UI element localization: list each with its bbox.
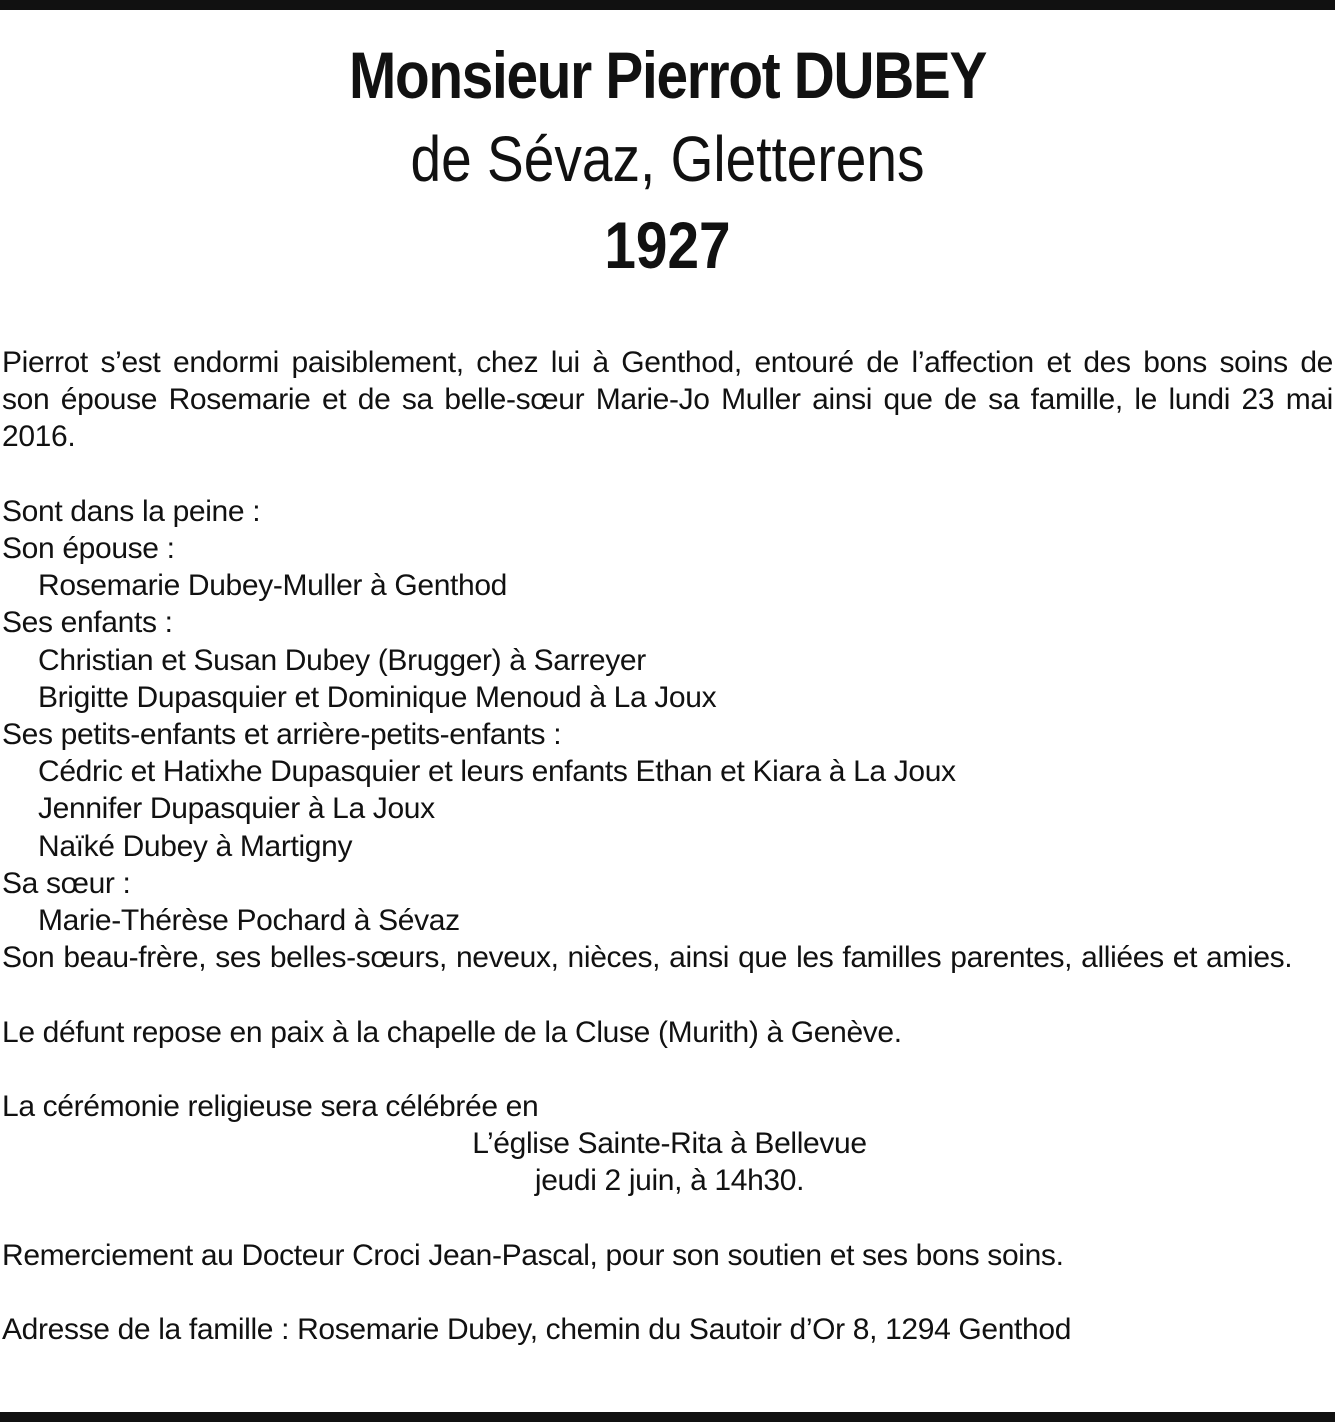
mourner-name: Rosemarie Dubey-Muller à Genthod: [38, 569, 508, 603]
spacer: [2, 1051, 1333, 1088]
group-label-grandchildren: Ses petits-enfants et arrière-petits-enfants :: [2, 718, 562, 752]
spacer: [2, 1274, 1333, 1311]
birth-year: 1927: [604, 208, 731, 282]
deceased-origin: de Sévaz, Gletterens: [410, 123, 925, 195]
thanks-statement: Remerciement au Docteur Croci Jean-Pascal, pour son soutien et ses bons soins.: [2, 1238, 1064, 1272]
deceased-name: Monsieur Pierrot DUBEY: [348, 38, 987, 112]
spacer: [2, 976, 1333, 1013]
rest-statement: Le défunt repose en paix à la chapelle de la Cluse (Murith) à Genève.: [2, 1015, 902, 1049]
mourner-name: Cédric et Hatixhe Dupasquier et leurs enfants Ethan et Kiara à La Joux: [38, 755, 956, 789]
mourner-name: Naïké Dubey à Martigny: [38, 829, 353, 863]
mourner-name: Christian et Susan Dubey (Brugger) à Sarreyer: [38, 643, 646, 677]
spacer: [2, 1200, 1333, 1237]
spacer: [2, 456, 1333, 493]
ceremony-date: jeudi 2 juin, à 14h30.: [534, 1164, 805, 1198]
mourners-closing: Son beau-frère, ses belles-sœurs, neveux, nièces, ainsi que les familles parentes, alliées et amies.: [2, 941, 1293, 975]
family-address: Adresse de la famille : Rosemarie Dubey, chemin du Sautoir d’Or 8, 1294 Genthod: [2, 1313, 1072, 1347]
mourner-name: Marie-Thérèse Pochard à Sévaz: [38, 904, 460, 938]
ceremony-place: L’église Sainte-Rita à Bellevue: [472, 1127, 867, 1161]
group-label-sister: Sa sœur :: [2, 866, 131, 900]
top-rule: [0, 0, 1335, 10]
notice-header: [0, 30, 1335, 292]
mourner-name: Jennifer Dupasquier à La Joux: [38, 792, 435, 826]
bottom-rule: [0, 1412, 1335, 1422]
notice-body: [2, 344, 1333, 1348]
mourner-name: Brigitte Dupasquier et Dominique Menoud à La Joux: [38, 680, 717, 714]
group-label-spouse: Son épouse :: [2, 532, 175, 565]
ceremony-intro: La cérémonie religieuse sera célébrée en: [2, 1090, 539, 1124]
group-label-children: Ses enfants :: [2, 606, 173, 640]
intro-paragraph: Pierrot s’est endormi paisiblement, chez lui à Genthod, entouré de l’affection et des bons soins de son épouse Rosemarie et de sa belle-sœur Marie-Jo Muller ainsi que de sa famille, le lundi 23 mai 2016.: [2, 346, 1333, 454]
mourners-heading: Sont dans la peine :: [2, 494, 261, 528]
